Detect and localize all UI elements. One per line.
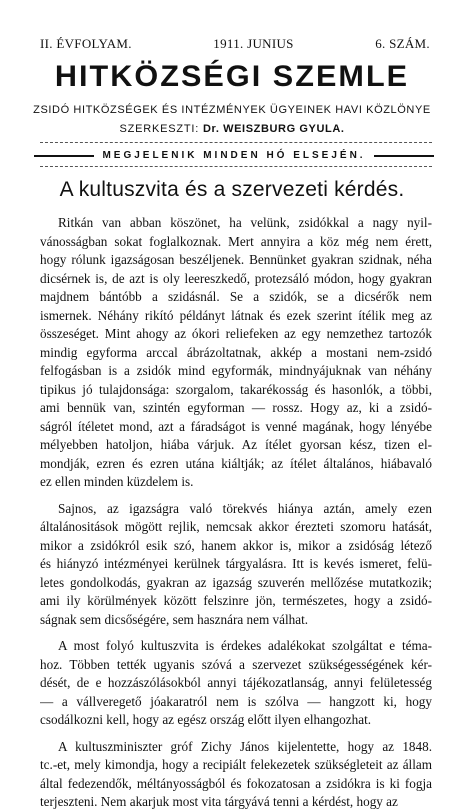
text-line: mélyebben hatoljon, hiába várjuk. Az ítélet gyorsan kész, tizen el-	[40, 437, 432, 452]
paragraph-gap	[40, 730, 432, 738]
text-line: majdnem bántóbb a szidásnál. Se a szidók, se a dicsérők nem	[40, 289, 432, 304]
text-line: összeséget. Mint ahogy az ókori reliefeken az egy nemzethez tartozók	[40, 326, 432, 341]
text-line: mikor a zsidókról esik szó, hanem akkor is, mikor a zsidóság létező	[40, 537, 432, 553]
text-line: ságnak sem dicsőségére, sem hasznára nem válhat.	[40, 611, 309, 627]
text-line: és hiányzó intézményei kerülnek tárgyalásra. Itt is kevés ismeret, felü-	[40, 556, 432, 571]
text-line: dését, de e hozzászólásokból annyi tájékozatlanság, annyi felületesség	[40, 675, 432, 690]
text-line: hoz. Többen tették ugyanis szóvá a szervezet szükségességének kér-	[40, 656, 432, 672]
publication-note-row	[34, 150, 434, 161]
text-line: mondják, ezren és ezren utána kiáltják; az ítélet általános, hiábavaló	[40, 455, 432, 471]
text-line: ami ily körülmények között felszinre jön, természetes, hogy a zsidó-	[40, 593, 432, 608]
text-line: Sajnos, az igazságra való törekvés hiánya aztán, amely ezen	[58, 500, 432, 516]
paragraph-gap	[40, 629, 432, 637]
divider-dashed-lower	[40, 166, 432, 167]
article-paragraph	[40, 738, 432, 812]
divider-dashed	[40, 142, 432, 143]
divider-left	[34, 155, 94, 157]
text-line: csodálkozni kell, hogy az egész ország előtt ilyen elhangozhat.	[40, 712, 372, 727]
editor-label: SZERKESZTI:	[119, 123, 200, 135]
text-line: dicsérnek is, de azt is oly leereszkedő, protezsáló módon, hogy gyakran	[40, 270, 432, 286]
text-line: A most folyó kultuszvita is érdekes adalékokat szolgáltat e téma-	[58, 638, 432, 653]
issue-number: 6. SZÁM.	[375, 36, 430, 51]
masthead-title: HITKÖZSÉGI SZEMLE	[54, 60, 410, 93]
text-line: tipikus jó tulajdonsága: szorgalom, takarékosság és hasonlók, a többi,	[40, 381, 432, 397]
text-line: vánosságban sokat foglalkoznak. Mert annyira a köz még nem érett,	[40, 233, 432, 249]
text-line: ami bennük van, szintén egyforman — rossz. Hogy az, ki a zsidó-	[40, 400, 432, 415]
text-line: ez ellen minden küzdelem is.	[40, 474, 194, 489]
issue-info-line	[40, 36, 430, 52]
divider-right	[374, 155, 434, 157]
editor-name: Dr. WEISZBURG GYULA.	[203, 123, 345, 135]
article-body	[40, 214, 432, 812]
text-line: tc.-et, mely kimondja, hogy a recipiált felekezetek szükségleteit az állam	[40, 757, 432, 772]
text-line: felfogásban is a zsidók mind egyformák, mindnyájuknak van néhány	[40, 363, 432, 378]
publication-note: MEGJELENIK MINDEN HÓ ELSEJÉN.	[102, 150, 366, 161]
text-line: — a vállveregető jóakaratról nem is szólva — hangzott ki, hogy	[40, 693, 432, 709]
volume-label: II. ÉVFOLYAM.	[40, 36, 132, 51]
article-paragraph	[40, 500, 432, 630]
text-line: ságról ítéletet mond, azt a fáradságot is venné magának, hogy lényébe	[40, 418, 432, 434]
text-line: hogy rólunk igazságosan beszéljenek. Bennünket gyakran szidnak, néha	[40, 252, 432, 267]
text-line: letes gondolkodás, gyakran az igazság szuverén mellőzése mutatkozik;	[40, 574, 432, 590]
text-line: Ritkán van abban köszönet, ha velünk, zsidókkal a nagy nyil-	[58, 215, 432, 230]
text-line: terjeszteni. Nem akarjuk most vita tárgyává tenni a kérdést, hogy az	[40, 794, 398, 809]
article-paragraph	[40, 637, 432, 730]
text-line: ismernek. Néhány rikító példányt látnak és ezek szerint ítélik meg az	[40, 307, 432, 323]
text-line: A kultuszminiszter gróf Zichy János kijelentette, hogy az 1848.	[58, 738, 432, 754]
issue-date: 1911. JUNIUS	[213, 36, 294, 51]
text-line: által fedezendők, méltányosságból és fokozatosan a zsidókra is ki fogja	[40, 775, 432, 791]
editor-line	[0, 123, 464, 135]
text-line: mindig egyforma arccal ábrázoltatnak, akkép a mostani nem-zsidó	[40, 344, 432, 360]
text-line: általánositások mögött rejlik, nemcsak akkor érezteti szomoru hatását,	[40, 519, 432, 534]
masthead-subtitle: ZSIDÓ HITKÖZSÉGEK ÉS INTÉZMÉNYEK ÜGYEINEK HAVI KÖZLÖNYE	[33, 104, 431, 116]
paragraph-gap	[40, 492, 432, 500]
article-paragraph	[40, 214, 432, 492]
article-title: A kultuszvita és a szervezeti kérdés.	[59, 178, 405, 201]
